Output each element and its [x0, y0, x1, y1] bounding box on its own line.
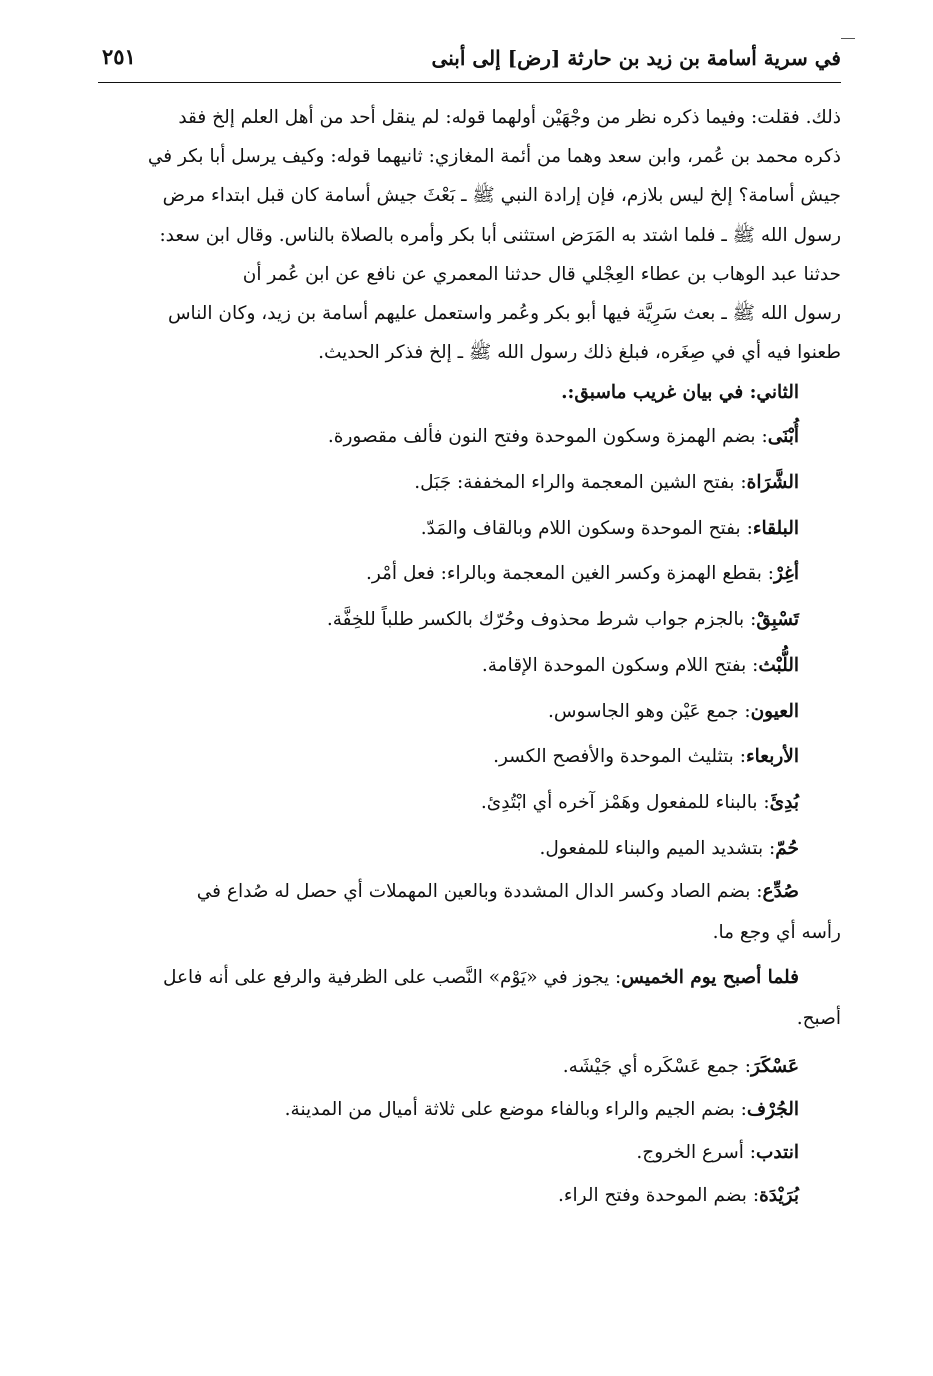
running-title: في سرية أسامة بن زيد بن حارثة [رض] إلى أبنى	[431, 46, 841, 70]
glossary-term: أُبْنَى	[767, 426, 799, 448]
glossary-definition: : يجوز في «يَوْم» النَّصب على الظرفية والرفع على أنه فاعل أصبح.	[162, 967, 841, 1030]
glossary-entry	[100, 734, 841, 780]
glossary-term: الأربعاء	[745, 746, 799, 768]
glossary-term: بُرَيْدَة	[759, 1185, 799, 1207]
glossary-entry	[100, 1045, 841, 1088]
glossary-term: العيون	[750, 700, 799, 722]
glossary-definition: : بالبناء للمفعول وهَمْز آخره أي ابْتُدِئ.	[480, 791, 770, 813]
glossary-definition: : بفتح الموحدة وسكون اللام وبالقاف والمَدّ.	[420, 517, 753, 539]
page-number: ٢٥١	[102, 44, 136, 69]
glossary-definition: : جمع عَسْكَره أي جَيْشَه.	[562, 1056, 752, 1078]
glossary-term: صُدِّع	[762, 881, 799, 903]
header-tick-mark	[841, 38, 855, 39]
glossary-entry	[100, 551, 841, 597]
glossary-definition: : بتثليث الموحدة والأفصح الكسر.	[493, 746, 746, 768]
glossary-entry	[100, 689, 841, 735]
page-header	[98, 42, 841, 83]
glossary-definition: : بالجزم جواب شرط محذوف وحُرّك بالكسر طلباً للخِفَّة.	[326, 609, 757, 631]
glossary-definition: : بضم الهمزة وسكون الموحدة وفتح النون فألف مقصورة.	[327, 426, 768, 448]
glossary-term: الشَّرَاة	[746, 472, 799, 494]
glossary-term: اللُّبْث	[758, 654, 799, 676]
glossary-definition: : بتشديد الميم والبناء للمفعول.	[539, 837, 776, 859]
glossary-entry	[100, 643, 841, 689]
glossary-list-tail	[100, 1045, 841, 1217]
glossary-term: عَسْكَرَ	[751, 1056, 799, 1078]
glossary-term: فلما أصبح يوم الخميس	[621, 967, 799, 989]
glossary-entry	[100, 460, 841, 506]
page-body	[100, 98, 841, 1217]
glossary-entry	[100, 1174, 841, 1217]
glossary-definition: : بفتح الشين المعجمة والراء المخففة: جَبَل.	[414, 472, 747, 494]
glossary-term: أغِرْ	[773, 563, 799, 585]
glossary-entry	[100, 1088, 841, 1131]
glossary-term: البلقاء	[752, 517, 799, 539]
glossary-definition: : بفتح اللام وسكون الموحدة الإقامة.	[481, 654, 759, 676]
glossary-list	[100, 414, 841, 871]
glossary-entry-long	[100, 957, 841, 1039]
glossary-entry	[100, 1131, 841, 1174]
glossary-term: بُدِئَ	[769, 791, 799, 813]
glossary-entry-long	[100, 871, 841, 953]
glossary-entry	[100, 597, 841, 643]
glossary-definition: : بضم الموحدة وفتح الراء.	[557, 1185, 760, 1207]
intro-paragraph: ذلك. فقلت: وفيما ذكره نظر من وجْهَيْن أولهما قوله: لم ينقل أحد من أهل العلم إلخ فقد ذكره محمد بن عُمر، وابن سعد وهما من أئمة المغازي: ثانيهما قوله: وكيف يرسل أبا بكر في جيش أسامة؟ إلخ ليس بلازم، فإن إرادة النبي ﷺ ـ بَعْثَ جيش أسامة كان قبل ابتداء مرض رسول الله ﷺ ـ فلما اشتد به المَرَض استثنى أبا بكر وأمره بالصلاة بالناس. وقال ابن سعد: حدثنا عبد الوهاب بن عطاء العِجْلي قال حدثنا المعمري عن نافع عن ابن عُمر أن رسول الله ﷺ ـ بعث سَرِيَّة فيها أبو بكر وعُمر واستعمل عليهم أسامة بن زيد، وكان الناس طعنوا فيه أي في صِغَره، فبلغ ذلك رسول الله ﷺ ـ إلخ فذكر الحديث.	[147, 107, 841, 364]
glossary-entry	[100, 414, 841, 460]
glossary-definition: : بضم الصاد وكسر الدال المشددة وبالعين المهملات أي حصل له صُداع في رأسه أي وجع ما.	[196, 881, 841, 944]
glossary-term: حُمّ	[775, 837, 799, 859]
glossary-entry	[100, 780, 841, 826]
glossary-entry	[100, 826, 841, 872]
section-heading: الثاني: في بيان غريب ماسبق:.	[561, 382, 799, 404]
glossary-definition: : جمع عَيْن وهو الجاسوس.	[548, 700, 751, 722]
glossary-definition: : بضم الجيم والراء وبالفاء موضع على ثلاثة أميال من المدينة.	[284, 1099, 747, 1121]
glossary-term: انتدب	[756, 1142, 799, 1164]
glossary-definition: : أسرع الخروج.	[636, 1142, 756, 1164]
glossary-term: تَسْبِقْ	[756, 609, 799, 631]
glossary-entry	[100, 506, 841, 552]
glossary-definition: : بقطع الهمزة وكسر الغين المعجمة وبالراء: فعل أمْر.	[365, 563, 774, 585]
glossary-term: الجُرْف	[746, 1099, 799, 1121]
